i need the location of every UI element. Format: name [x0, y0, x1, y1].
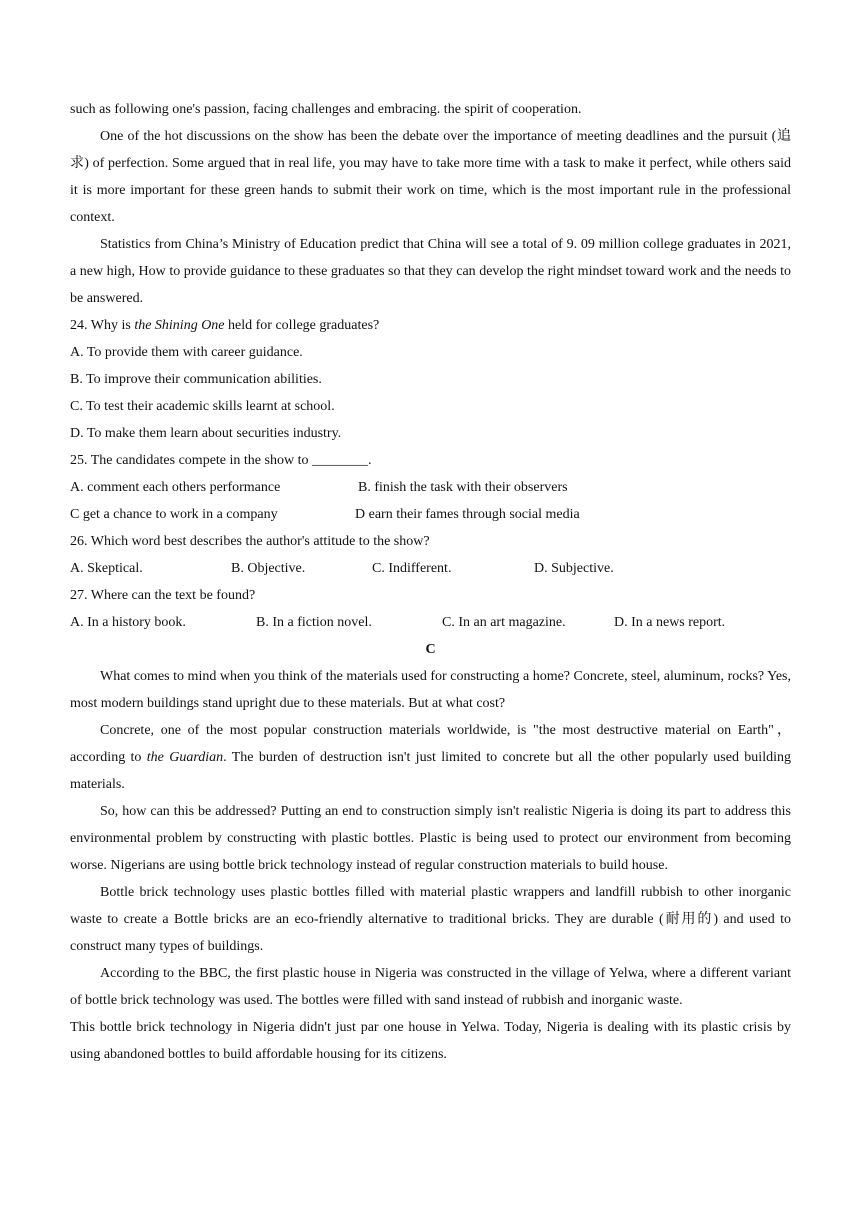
- question-27-option-a: A. In a history book.: [70, 615, 186, 630]
- guardian-citation: the Guardian: [146, 750, 224, 765]
- section-c-heading: C: [425, 642, 436, 657]
- passage-b-paragraph: One of the hot discussions on the show has been the debate over the importance of meeting deadlines and the pursuit (追求) of perfection. Some argued that in real life, you may have to take more time with a task to make it perfect, while others said it is more important for these green hands to submit their work on time, which is the most important rule in the professional context.: [70, 129, 791, 225]
- question-24-option-d: D. To make them learn about securities industry.: [70, 426, 342, 441]
- question-27-option-b: B. In a fiction novel.: [256, 615, 372, 630]
- question-26-stem: 26. Which word best describes the author's attitude to the show?: [70, 534, 430, 549]
- section-c-paragraph-1: What comes to mind when you think of the materials used for constructing a home? Concrete, steel, aluminum, rocks? Yes, most modern buildings stand upright due to these materials. But at what cost?: [70, 669, 791, 711]
- question-26-option-b: B. Objective.: [231, 561, 306, 576]
- section-c-paragraph-2-start: Concrete, one of the most popular construction materials worldwide, is "the most destructive material on Earth"，according to: [70, 723, 791, 765]
- question-24-stem: [70, 312, 791, 339]
- question-24-option-a: A. To provide them with career guidance.: [70, 345, 303, 360]
- question-27-option-c: C. In an art magazine.: [442, 615, 566, 630]
- question-24-prefix: 24. Why is: [70, 318, 135, 333]
- question-24-option-c: C. To test their academic skills learnt at school.: [70, 399, 335, 414]
- question-24-show-title: the Shining One: [134, 318, 225, 333]
- section-c-paragraph-6: This bottle brick technology in Nigeria didn't just par one house in Yelwa. Today, Nigeria is dealing with its plastic crisis by using abandoned bottles to build affordable housing for its citizens.: [70, 1020, 791, 1062]
- question-27-option-d: D. In a news report.: [614, 615, 726, 630]
- section-c-paragraph-2-end: . The burden of destruction isn't just limited to concrete but all the other popularly used building materials.: [70, 750, 791, 792]
- question-25-options-row-1: [70, 474, 791, 501]
- question-25-option-d: D earn their fames through social media: [355, 507, 580, 522]
- section-c-paragraph-5: According to the BBC, the first plastic house in Nigeria was constructed in the village of Yelwa, where a different variant of bottle brick technology was used. The bottles were filled with sand instead of rubbish and inorganic waste.: [70, 966, 791, 1008]
- question-26-option-a: A. Skeptical.: [70, 561, 143, 576]
- section-c-paragraph-4: Bottle brick technology uses plastic bottles filled with material plastic wrappers and landfill rubbish to other inorganic waste to create a Bottle bricks are an eco-friendly alternative to traditional bricks. They are durable (耐用的) and used to construct many types of buildings.: [70, 885, 791, 954]
- question-24-option-b: B. To improve their communication abilities.: [70, 372, 322, 387]
- question-25-option-a: A. comment each others performance: [70, 480, 281, 495]
- question-25-option-c: C get a chance to work in a company: [70, 507, 278, 522]
- question-25-options-row-2: [70, 501, 791, 528]
- passage-b-paragraph: such as following one's passion, facing challenges and embracing. the spirit of cooperation.: [70, 102, 582, 117]
- exam-page: [70, 96, 791, 1068]
- question-25-stem: 25. The candidates compete in the show to ________.: [70, 453, 372, 468]
- question-27-stem: 27. Where can the text be found?: [70, 588, 256, 603]
- question-27-options: [70, 609, 791, 636]
- question-26-options: [70, 555, 791, 582]
- question-26-option-d: D. Subjective.: [534, 561, 614, 576]
- question-25-option-b: B. finish the task with their observers: [358, 480, 568, 495]
- question-26-option-c: C. Indifferent.: [372, 561, 452, 576]
- question-24-suffix: held for college graduates?: [224, 318, 380, 333]
- passage-b-paragraph: Statistics from China’s Ministry of Education predict that China will see a total of 9. 09 million college graduates in 2021, a new high, How to provide guidance to these graduates so that they can develop the right mindset toward work and the needs to be answered.: [70, 237, 791, 306]
- section-c-paragraph-3: So, how can this be addressed? Putting an end to construction simply isn't realistic Nigeria is doing its part to address this environmental problem by constructing with plastic bottles. Plastic is being used to protect our environment from becoming worse. Nigerians are using bottle brick technology instead of regular construction materials to build house.: [70, 804, 791, 873]
- section-c-paragraph-2: [70, 717, 791, 798]
